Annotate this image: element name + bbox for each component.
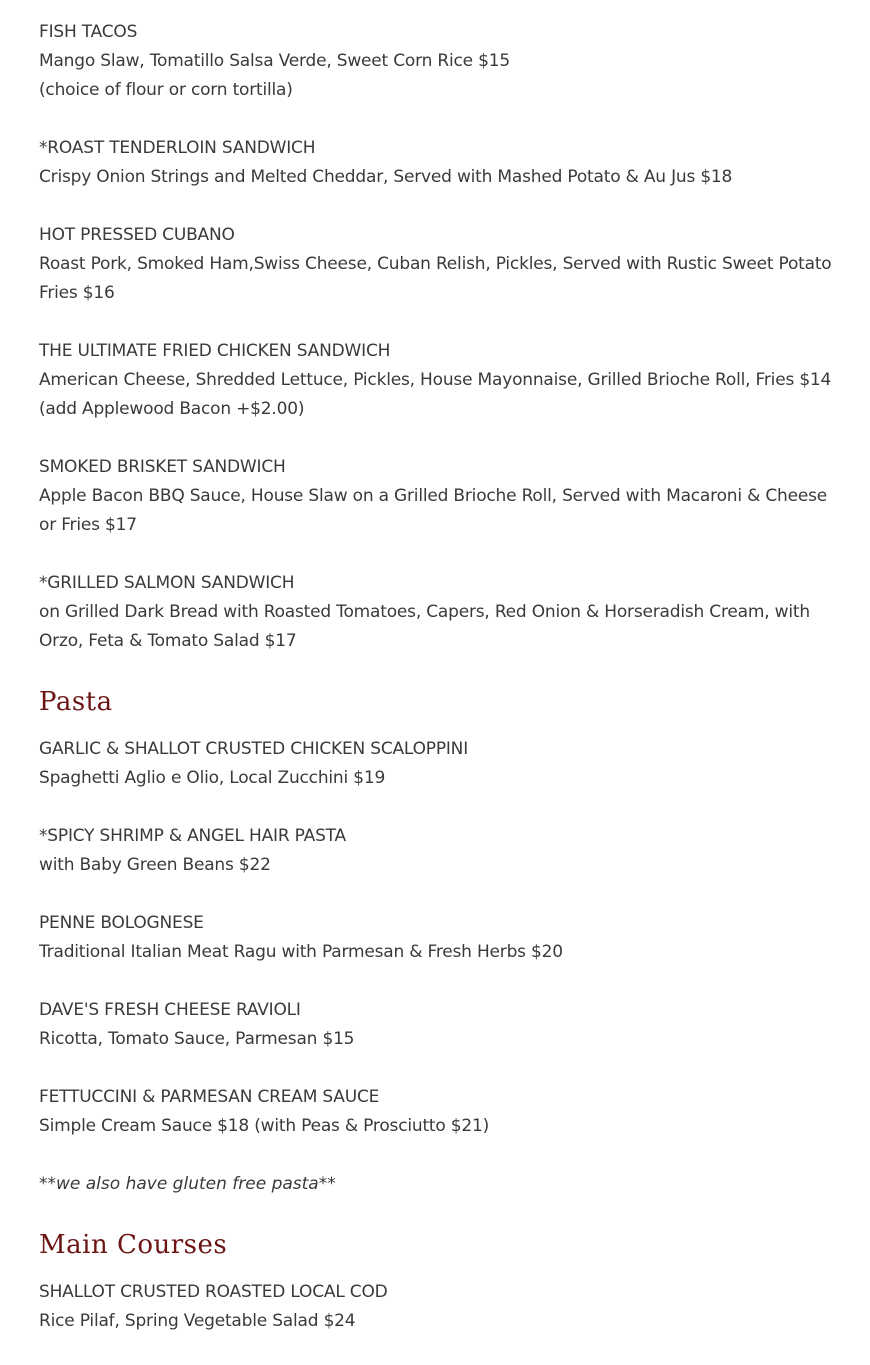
section-title-main-courses: Main Courses [39, 1230, 228, 1260]
item-description: Ricotta, Tomato Sauce, Parmesan $15 [39, 1029, 355, 1049]
menu-item-grilled-salmon-sandwich [39, 569, 839, 656]
menu-item-fish-tacos [39, 18, 839, 105]
item-description: with Baby Green Beans $22 [39, 855, 271, 875]
gluten-free-note: **we also have gluten free pasta** [39, 1174, 336, 1194]
item-description: on Grilled Dark Bread with Roasted Tomatoes, Capers, Red Onion & Horseradish Cream, with Orzo, Feta & Tomato Salad $17 [39, 602, 810, 651]
item-name: FETTUCCINI & PARMESAN CREAM SAUCE [39, 1087, 380, 1107]
item-description: Simple Cream Sauce $18 (with Peas & Prosciutto $21) [39, 1116, 490, 1136]
item-name: SMOKED BRISKET SANDWICH [39, 457, 286, 477]
menu-item-smoked-brisket-sandwich [39, 453, 839, 540]
item-name: GARLIC & SHALLOT CRUSTED CHICKEN SCALOPPINI [39, 739, 469, 759]
item-description: Roast Pork, Smoked Ham,Swiss Cheese, Cuban Relish, Pickles, Served with Rustic Sweet Potato Fries $16 [39, 254, 832, 303]
menu-item-penne-bolognese [39, 909, 839, 967]
item-name: THE ULTIMATE FRIED CHICKEN SANDWICH [39, 341, 391, 361]
item-description: (add Applewood Bacon +$2.00) [39, 399, 305, 419]
item-name: PENNE BOLOGNESE [39, 913, 204, 933]
item-name: SHALLOT CRUSTED ROASTED LOCAL COD [39, 1282, 388, 1302]
item-description: Mango Slaw, Tomatillo Salsa Verde, Sweet Corn Rice $15 [39, 51, 510, 71]
item-description: Rice Pilaf, Spring Vegetable Salad $24 [39, 1311, 356, 1331]
item-description: (choice of flour or corn tortilla) [39, 80, 293, 100]
menu-item-roast-tenderloin-sandwich [39, 134, 839, 192]
item-name: *SPICY SHRIMP & ANGEL HAIR PASTA [39, 826, 346, 846]
item-name: DAVE'S FRESH CHEESE RAVIOLI [39, 1000, 301, 1020]
menu-item-fettuccini-parmesan [39, 1083, 839, 1141]
item-description: Traditional Italian Meat Ragu with Parmesan & Fresh Herbs $20 [39, 942, 563, 962]
menu-item-shallot-crusted-cod [39, 1278, 839, 1336]
menu-page [39, 18, 839, 1365]
item-description: Spaghetti Aglio e Olio, Local Zucchini $19 [39, 768, 386, 788]
menu-item-spicy-shrimp-angel-hair [39, 822, 839, 880]
menu-item-ultimate-fried-chicken-sandwich [39, 337, 839, 424]
item-name: *GRILLED SALMON SANDWICH [39, 573, 295, 593]
item-description: Apple Bacon BBQ Sauce, House Slaw on a Grilled Brioche Roll, Served with Macaroni & Cheese or Fries $17 [39, 486, 828, 535]
item-name: HOT PRESSED CUBANO [39, 225, 235, 245]
item-name: *ROAST TENDERLOIN SANDWICH [39, 138, 316, 158]
menu-item-cheese-ravioli [39, 996, 839, 1054]
menu-item-chicken-scaloppini [39, 735, 839, 793]
section-title-pasta: Pasta [39, 687, 113, 717]
menu-item-hot-pressed-cubano [39, 221, 839, 308]
item-description: Crispy Onion Strings and Melted Cheddar, Served with Mashed Potato & Au Jus $18 [39, 167, 733, 187]
item-description: American Cheese, Shredded Lettuce, Pickles, House Mayonnaise, Grilled Brioche Roll, Fries $14 [39, 370, 832, 390]
item-name: FISH TACOS [39, 22, 138, 42]
